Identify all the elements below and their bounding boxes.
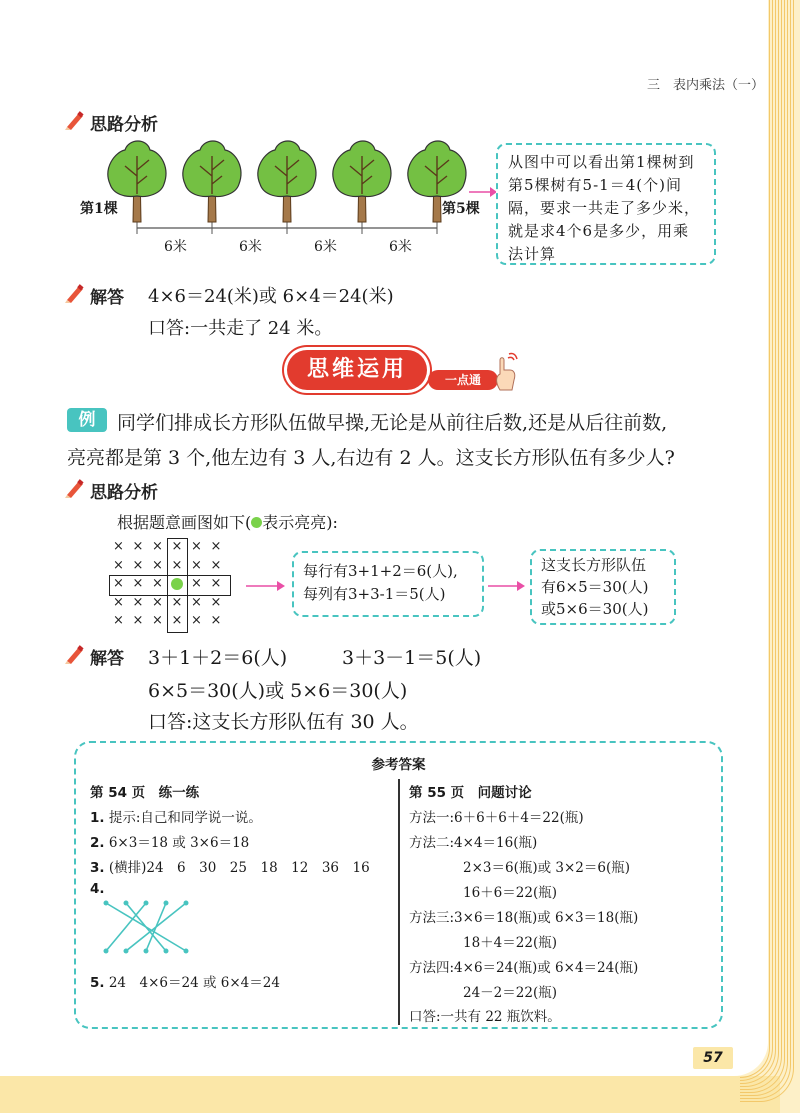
arrow-icon (468, 186, 498, 198)
page-edge (740, 0, 794, 1102)
person-mark: × (132, 594, 144, 610)
pencil-icon (64, 478, 86, 498)
analysis-heading-2: 思路分析 (90, 483, 158, 503)
chapter-header: 三 表内乘法（一） (647, 78, 765, 93)
last-tree-label: 第5棵 (442, 201, 480, 217)
hand-icon (492, 352, 518, 392)
item-text: (横排)24 6 30 25 18 12 36 16 (108, 860, 370, 876)
person-mark: × (113, 576, 124, 591)
person-mark: × (152, 594, 163, 610)
page-stack-bottom (0, 1076, 780, 1113)
item-number: 1. (90, 810, 105, 826)
person-mark: × (152, 539, 163, 554)
method-line: 方法三:3×6＝18(瓶)或 6×3＝18(瓶) (409, 910, 639, 926)
person-mark: × (171, 594, 183, 610)
person-mark: × (210, 613, 222, 628)
spacing-label: 6米 (239, 239, 262, 255)
person-mark: × (132, 557, 144, 573)
item-text: 提示:自己和同学说一说。 (108, 810, 262, 826)
item-number: 3. (90, 860, 105, 876)
tree-icon (333, 141, 391, 234)
answer-heading-1: 解答 (90, 288, 124, 308)
person-mark: × (210, 576, 222, 591)
tree-icon (108, 141, 166, 234)
person-mark: × (171, 613, 183, 628)
tree-icon (183, 141, 241, 234)
pencil-icon (64, 283, 86, 303)
analysis-heading-1: 思路分析 (90, 115, 158, 135)
example-badge (67, 408, 107, 432)
total-box (530, 549, 676, 625)
reference-answers-box (74, 741, 723, 1029)
spacing-label: 6米 (314, 239, 337, 255)
method-line: 方法一:6＋6＋6＋4＝22(瓶) (409, 810, 584, 826)
answer-heading-2: 解答 (90, 649, 124, 669)
total-line-2: 有6×5＝30(人) (541, 578, 649, 596)
answer2-line-2: 6×5＝30(人)或 5×6＝30(人) (148, 680, 408, 702)
method-line: 2×3＝6(瓶)或 3×2＝6(瓶) (463, 860, 631, 876)
item-number: 4. (90, 881, 105, 897)
column-divider (398, 779, 400, 1025)
person-mark: × (171, 539, 183, 554)
answer1-oral: 口答:一共走了 24 米。 (148, 318, 333, 339)
example-badge-label: 例 (78, 410, 96, 430)
left-column-heading: 第 54 页 练一练 (90, 785, 200, 801)
intro-text-before: 根据题意画图如下( (117, 513, 252, 532)
total-line-1: 这支长方形队伍 (541, 556, 647, 574)
person-mark: × (152, 613, 163, 628)
tree-icon (258, 141, 316, 234)
person-mark: × (210, 557, 222, 573)
banner-badge (287, 350, 427, 390)
example-line-2: 亮亮都是第 3 个,他左边有 3 人,右边有 2 人。这支长方形队伍有多少人? (67, 447, 675, 469)
person-mark: × (113, 557, 124, 573)
person-mark: × (210, 594, 222, 610)
method-line: 24－2＝22(瓶) (463, 985, 557, 1001)
formation-grid (110, 539, 232, 635)
method-line: 16＋6＝22(瓶) (463, 885, 557, 901)
right-column-heading: 第 55 页 问题讨论 (409, 785, 532, 801)
method-line: 方法二:4×4＝16(瓶) (409, 835, 538, 851)
arrow-icon (487, 580, 527, 592)
person-mark: × (113, 594, 124, 610)
answer2-oral: 口答:这支长方形队伍有 30 人。 (148, 711, 419, 733)
page-stack-edges (740, 0, 800, 1113)
person-mark: × (132, 613, 144, 628)
example-line-1: 同学们排成长方形队伍做早操,无论是从前往后数,还是从后往前数, (117, 412, 668, 434)
method-line: 方法四:4×6＝24(瓶)或 6×4＝24(瓶) (409, 960, 639, 976)
row-column-box (292, 551, 484, 617)
arrow-icon (245, 580, 287, 592)
intro-text-after: 表示亮亮): (262, 513, 338, 532)
page-number-tab (693, 1047, 733, 1069)
tree-diagram (100, 138, 480, 263)
pencil-icon (64, 110, 86, 130)
person-mark: × (152, 557, 163, 573)
person-mark: × (171, 557, 183, 573)
item-text: 24 4×6＝24 或 6×4＝24 (108, 975, 280, 991)
person-mark: × (191, 557, 202, 573)
person-mark: × (210, 539, 222, 554)
answer2-line-1b: 3＋3－1＝5(人) (342, 647, 482, 669)
person-mark: × (191, 576, 202, 591)
person-mark: × (132, 576, 144, 591)
liangliang-dot-icon (169, 576, 186, 594)
person-mark: × (191, 613, 202, 628)
answer2-line-1a: 3＋1＋2＝6(人) (148, 647, 288, 669)
matching-lines-diagram (100, 883, 200, 963)
item-text: 6×3＝18 或 3×6＝18 (108, 835, 250, 851)
total-line-3: 或5×6＝30(人) (541, 600, 649, 618)
person-mark: × (113, 539, 124, 554)
diagram-intro (117, 510, 338, 533)
pencil-icon (64, 644, 86, 664)
person-mark: × (152, 576, 163, 591)
method-line: 18＋4＝22(瓶) (463, 935, 557, 951)
banner-sub-badge (428, 370, 498, 390)
column-count-text: 每列有3+3-1＝5(人) (303, 585, 446, 603)
answer1-equation: 4×6＝24(米)或 6×4＝24(米) (148, 286, 394, 307)
method-line: 口答:一共有 22 瓶饮料。 (409, 1009, 561, 1025)
explanation-box (496, 143, 716, 265)
spacing-label: 6米 (389, 239, 412, 255)
spacing-label: 6米 (164, 239, 187, 255)
reference-title: 参考答案 (371, 757, 426, 773)
person-mark: × (132, 539, 144, 554)
page-number: 57 (703, 1050, 723, 1066)
person-mark: × (191, 539, 202, 554)
person-mark: × (191, 594, 202, 610)
person-mark: × (113, 613, 124, 628)
banner-subtitle: 一点通 (444, 373, 481, 387)
banner-title: 思维运用 (306, 357, 407, 382)
tree-icon (408, 141, 466, 234)
explanation-text: 从图中可以看出第1棵树到第5棵树有5-1＝4(个)间隔，要求一共走了多少米，就是求4个6是多少，用乘法计算 (508, 153, 701, 263)
item-number: 5. (90, 975, 105, 991)
row-count-text: 每行有3+1+2＝6(人), (303, 562, 458, 580)
green-dot-icon (251, 517, 262, 528)
first-tree-label: 第1棵 (80, 201, 118, 217)
item-number: 2. (90, 835, 105, 851)
